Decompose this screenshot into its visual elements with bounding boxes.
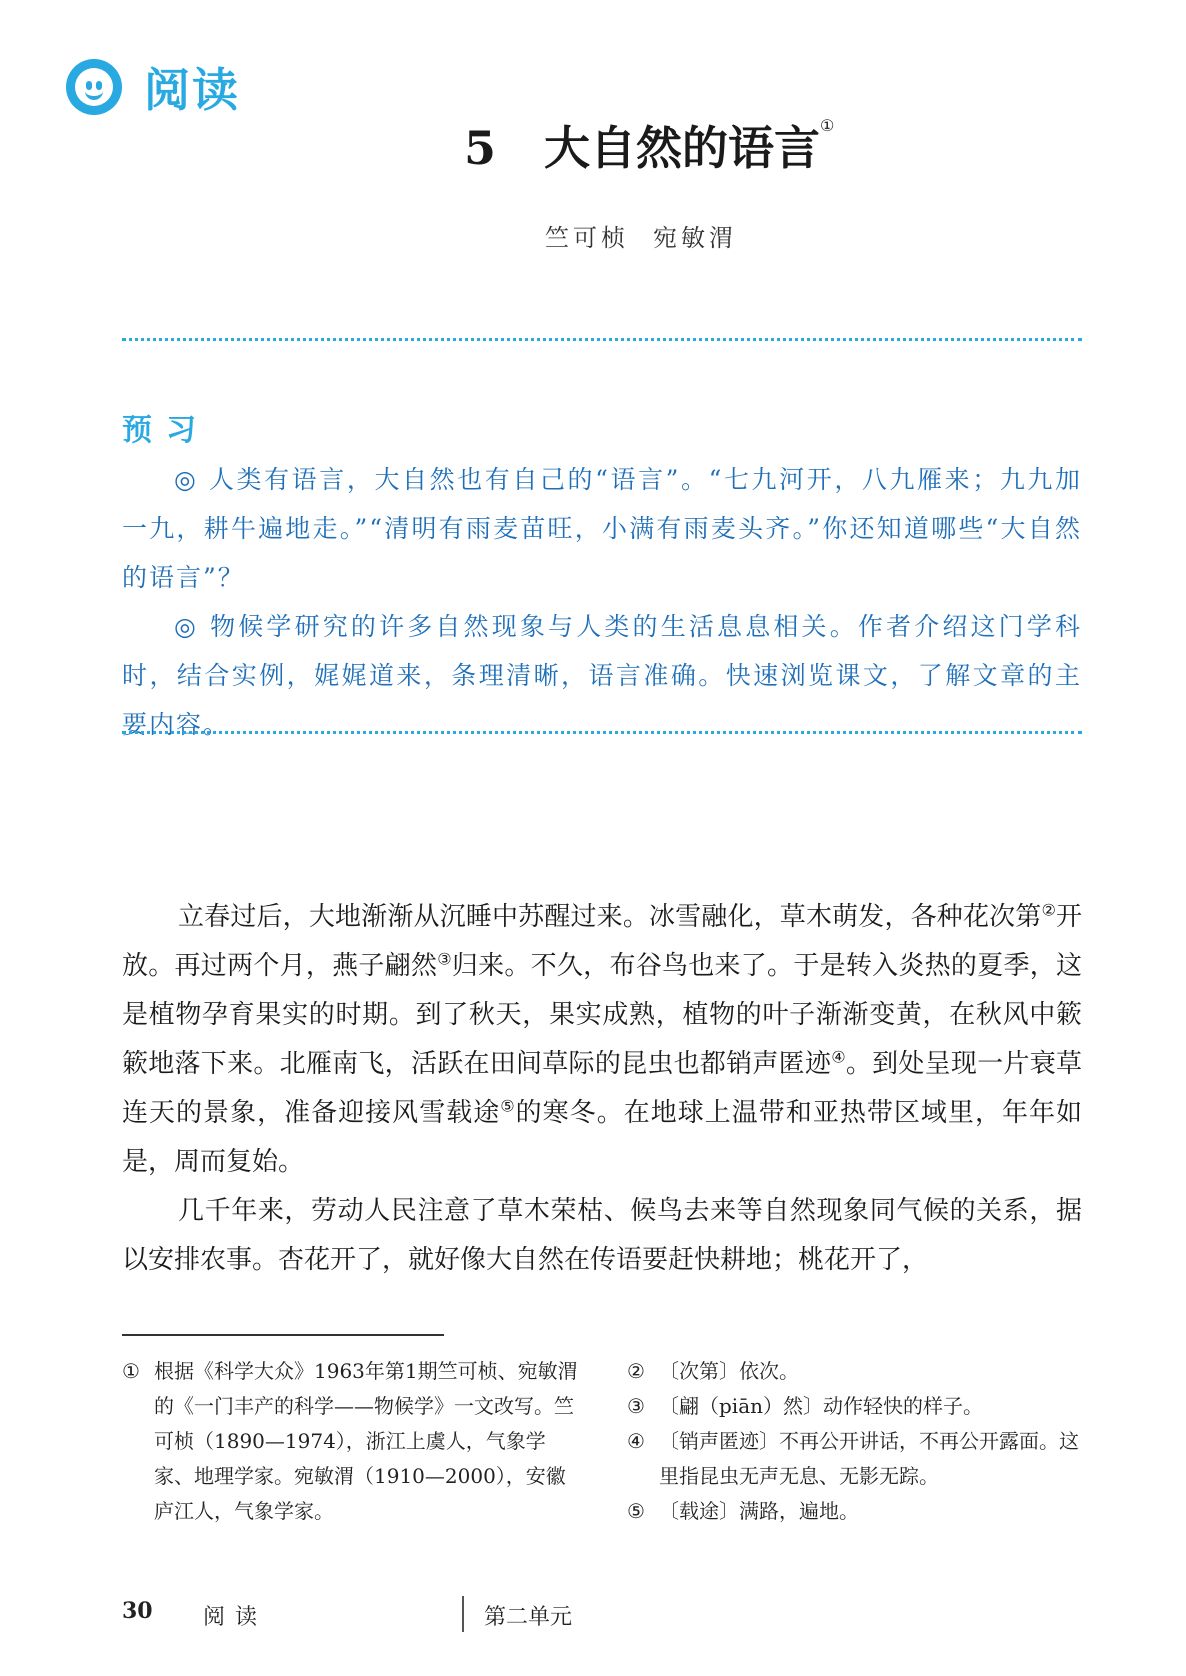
page-footer (0, 1598, 1186, 1638)
footnote-mark-3[interactable]: ③ (437, 949, 452, 969)
preview-item-1: ◎ 人类有语言，大自然也有自己的“语言”。“七九河开，八九雁来；九九加一九，耕牛遍地走。”“清明有雨麦苗旺，小满有雨麦头齐。”你还知道哪些“大自然的语言”？ (122, 465, 1082, 592)
preview-item-2: ◎ 物候学研究的许多自然现象与人类的生活息息相关。作者介绍这门学科时，结合实例，娓娓道来，条理清晰，语言准确。快速浏览课文，了解文章的主要内容。 (122, 612, 1082, 739)
preview-box (122, 455, 1082, 749)
lesson-number: 5 (464, 121, 497, 175)
footnote-mark-4[interactable]: ④ (831, 1047, 846, 1067)
footer-unit: 第二单元 (484, 1605, 573, 1630)
footnote-mark-5[interactable]: ⑤ (500, 1096, 516, 1116)
footnotes-left (122, 1354, 582, 1529)
section-header (66, 54, 240, 120)
title-footnote-mark[interactable]: ① (820, 116, 835, 135)
paragraph-1: 立春过后，大地渐渐从沉睡中苏醒过来。冰雪融化，草木萌发，各种花次第②开放。再过两个月，燕子翩然③归来。不久，布谷鸟也来了。于是转入炎热的夏季，这是植物孕育果实的时期。到了秋天，果实成熟，植物的叶子渐渐变黄，在秋风中簌簌地落下来。北雁南飞，活跃在田间草际的昆虫也都销声匿迹④。到处呈现一片衰草连天的景象，准备迎接风雪载途⑤的寒冬。在地球上温带和亚热带区域里，年年如是，周而复始。 (122, 900, 1082, 1177)
section-label: 阅读 (144, 63, 240, 117)
footnote-1 (122, 1354, 582, 1529)
author-1: 竺可桢 (545, 224, 629, 252)
footnote-1-text: 根据《科学大众》1963年第1期竺可桢、宛敏渭的《一门丰产的科学——物候学》一文改写。竺可桢（1890—1974），浙江上虞人，气象学家、地理学家。宛敏渭（1910—2000），安徽庐江人，气象学家。 (154, 1359, 578, 1523)
article-body (122, 893, 1082, 1285)
smiley-face-icon (66, 59, 122, 115)
footnote-2: ② 〔次第〕依次。 (627, 1359, 799, 1383)
preview-title: 预习 (122, 413, 210, 448)
authors (545, 218, 737, 253)
footnote-3: ③ 〔翩（piān）然〕动作轻快的样子。 (627, 1394, 984, 1418)
footnote-1-mark: ① (122, 1359, 140, 1383)
footer-section: 阅读 (203, 1605, 268, 1630)
lesson-title-text: 大自然的语言 (544, 121, 821, 175)
footnote-4: ④ 〔销声匿迹〕不再公开讲话，不再公开露面。这里指昆虫无声无息、无影无踪。 (627, 1429, 1079, 1488)
footer-divider (462, 1596, 464, 1632)
footnote-mark-2[interactable]: ② (1041, 900, 1056, 920)
lesson-title (464, 112, 834, 178)
page-number: 30 (122, 1598, 153, 1624)
footnote-5: ⑤ 〔载途〕满路，遍地。 (627, 1499, 859, 1523)
paragraph-2: 几千年来，劳动人民注意了草木荣枯、候鸟去来等自然现象同气候的关系，据以安排农事。杏花开了，就好像大自然在传语要赶快耕地；桃花开了， (122, 1196, 1082, 1275)
author-2: 宛敏渭 (653, 224, 737, 252)
footnotes-right (627, 1354, 1087, 1529)
preview-bottom-divider (122, 731, 1082, 734)
footnote-rule (122, 1334, 444, 1336)
preview-top-divider (122, 338, 1082, 341)
